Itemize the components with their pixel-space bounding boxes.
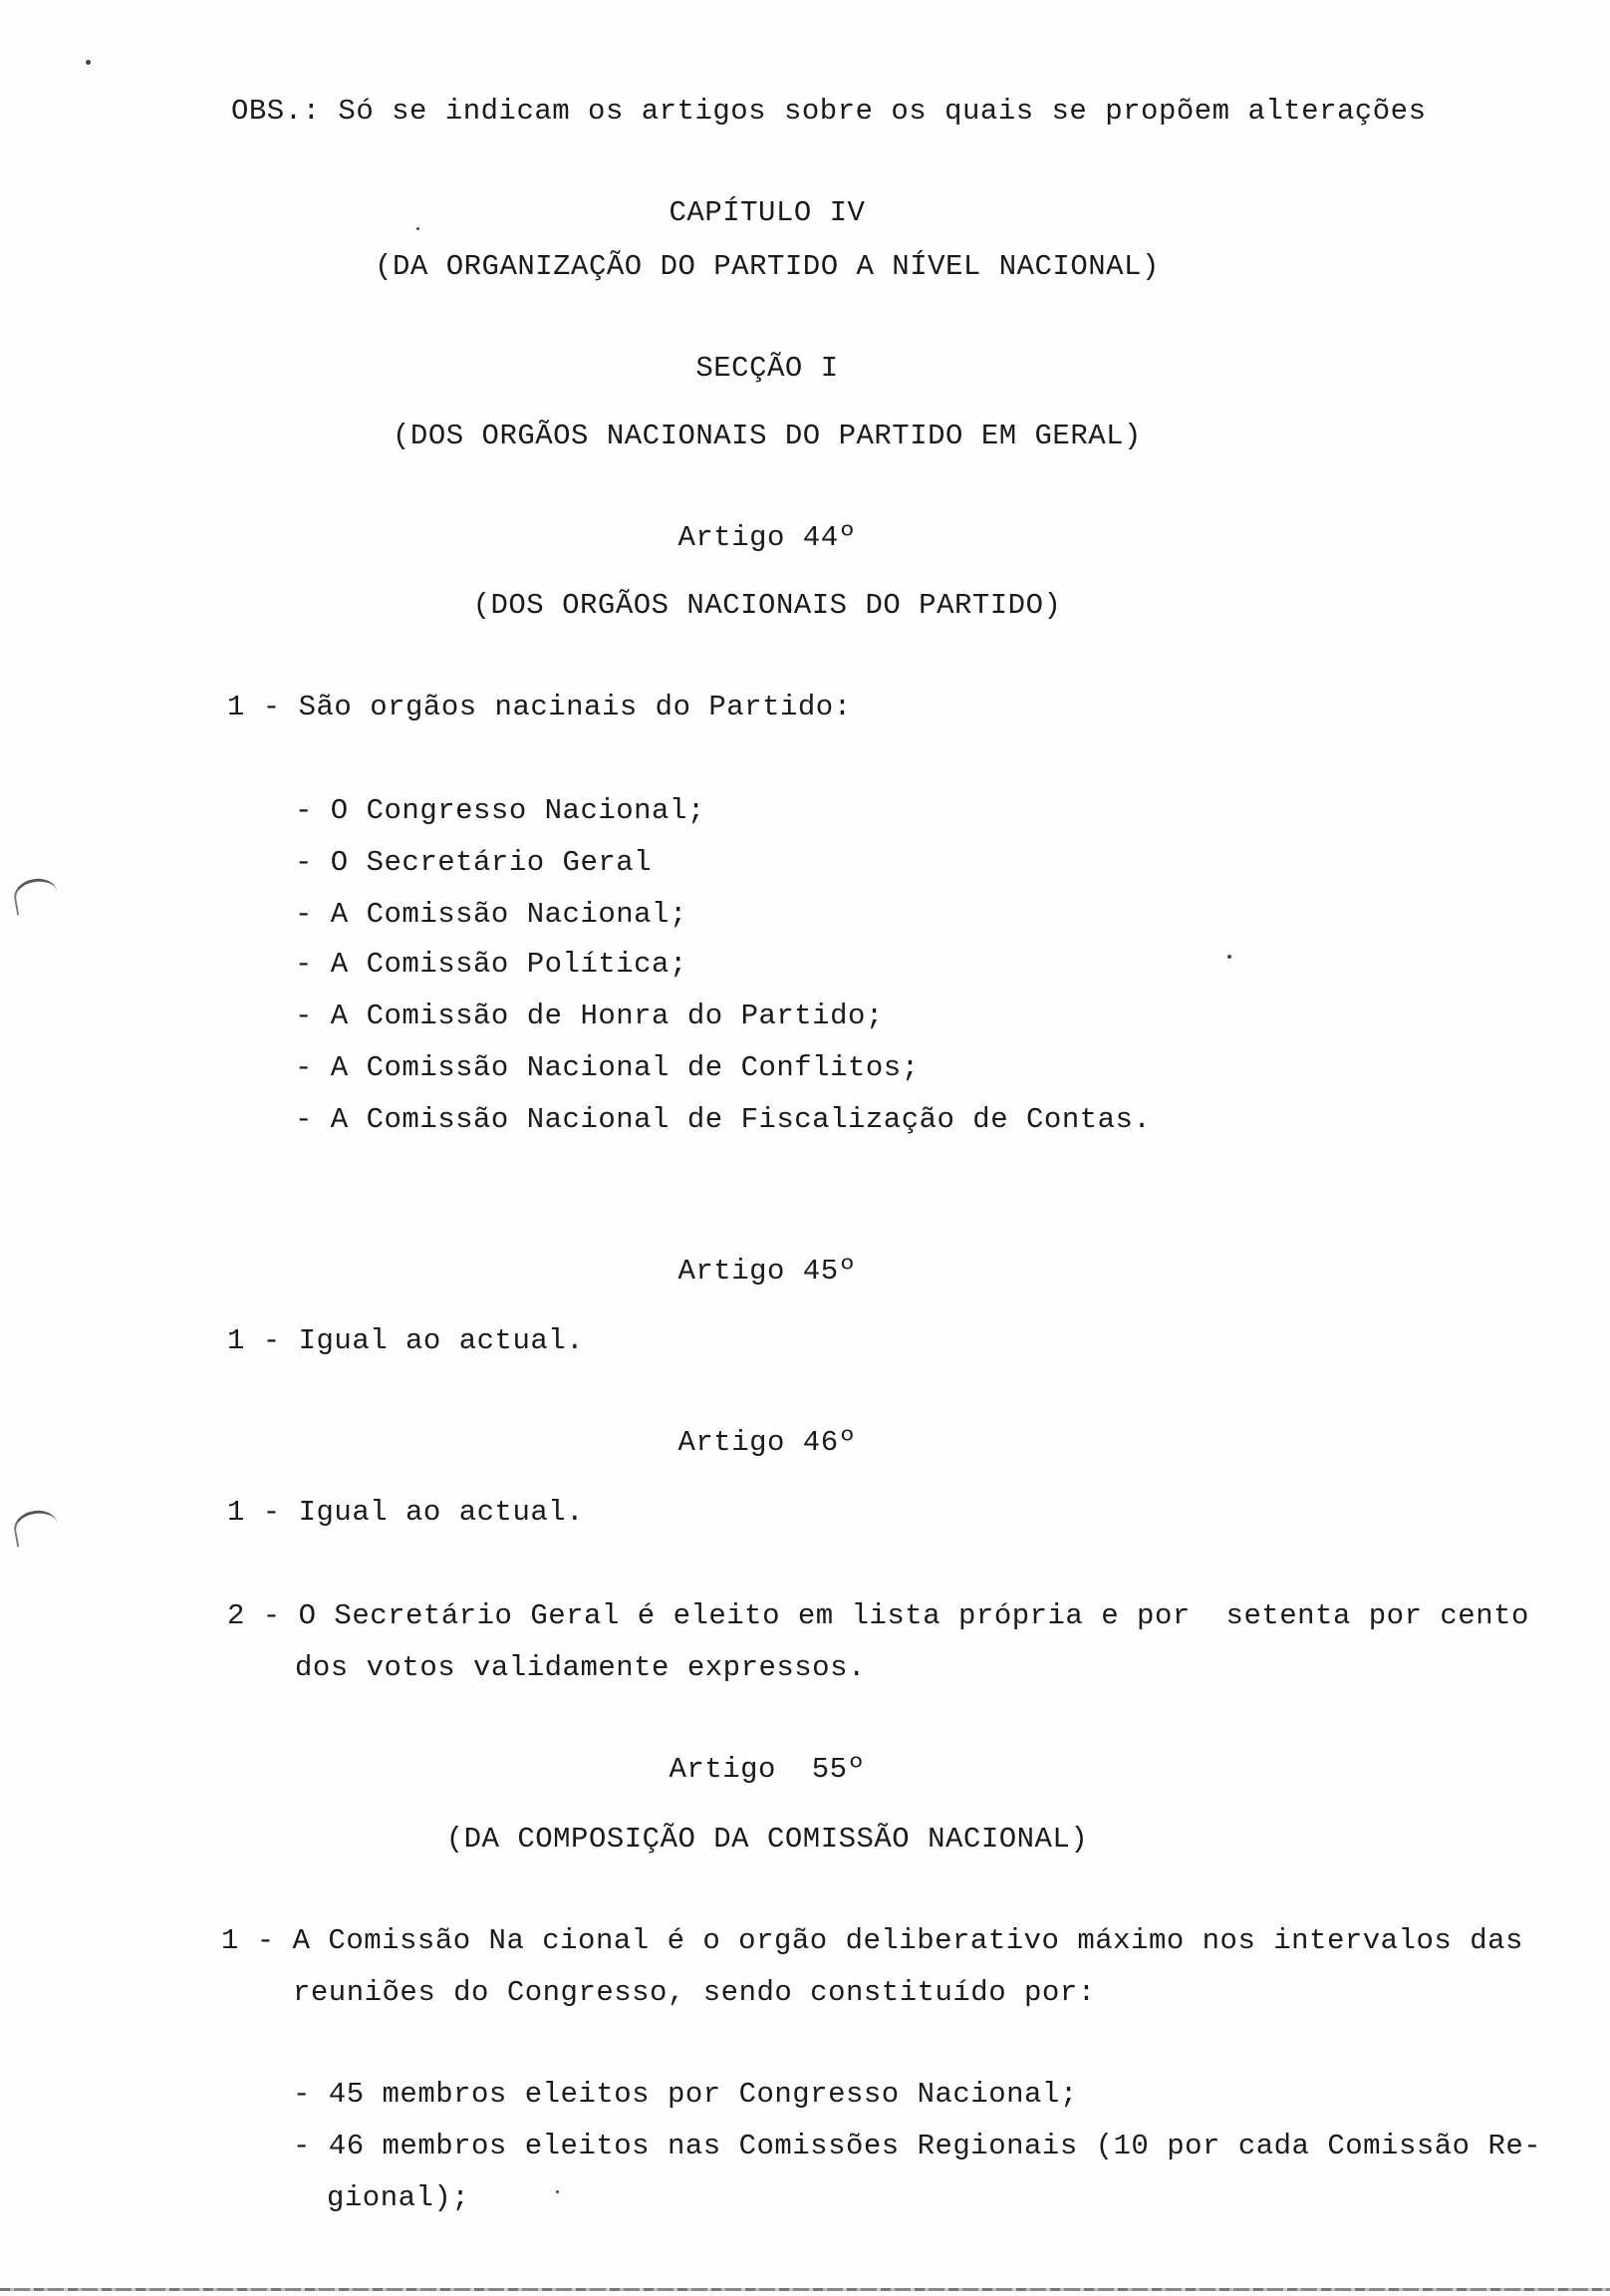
obs-note: OBS.: Só se indicam os artigos sobre os quais se propõem alterações: [231, 95, 1427, 128]
scan-speck: [86, 60, 91, 65]
article-46-paragraph-2: 2 - O Secretário Geral é eleito em lista própria e por setenta por cento: [227, 1599, 1529, 1632]
scan-speck: [1227, 955, 1231, 959]
list-item: - A Comissão Política;: [295, 948, 687, 981]
article-44-title: Artigo 44º: [677, 521, 857, 554]
list-item: - O Secretário Geral: [295, 846, 653, 879]
scan-speck: [556, 2190, 559, 2193]
article-55-item-1: - 45 membros eleitos por Congresso Nacional;: [293, 2078, 1078, 2111]
punch-hole-mark: [11, 875, 60, 915]
article-44-paragraph-1: 1 - São orgãos nacinais do Partido:: [227, 691, 852, 723]
punch-hole-mark: [11, 1507, 60, 1547]
list-item: - O Congresso Nacional;: [295, 794, 705, 827]
article-45-paragraph-1: 1 - Igual ao actual.: [227, 1324, 585, 1357]
scan-speck: [416, 227, 419, 230]
chapter-title: CAPÍTULO IV: [669, 196, 866, 229]
article-45-title: Artigo 45º: [677, 1255, 857, 1288]
article-46-paragraph-2-continued: dos votos validamente expressos.: [295, 1651, 866, 1684]
list-item: - A Comissão de Honra do Partido;: [295, 1000, 884, 1032]
section-title: SECÇÃO I: [695, 352, 839, 385]
article-46-paragraph-1: 1 - Igual ao actual.: [227, 1496, 585, 1529]
list-item: - A Comissão Nacional de Conflitos;: [295, 1051, 920, 1084]
list-item: - A Comissão Nacional de Fiscalização de Contas.: [295, 1103, 1152, 1136]
list-item: - A Comissão Nacional;: [295, 898, 687, 931]
article-55-item-2-continued: gional);: [327, 2181, 470, 2214]
article-46-title: Artigo 46º: [677, 1426, 857, 1459]
article-55-paragraph-1: 1 - A Comissão Na cional é o orgão deliberativo máximo nos intervalos das: [221, 1924, 1523, 1957]
article-55-title: Artigo 55º: [669, 1753, 866, 1786]
article-55-item-2: - 46 membros eleitos nas Comissões Regionais (10 por cada Comissão Re-: [293, 2130, 1542, 2162]
section-subtitle: (DOS ORGÃOS NACIONAIS DO PARTIDO EM GERAL): [393, 420, 1142, 452]
article-44-subtitle: (DOS ORGÃOS NACIONAIS DO PARTIDO): [472, 589, 1062, 622]
page-bottom-edge: [0, 2288, 1610, 2291]
chapter-subtitle: (DA ORGANIZAÇÃO DO PARTIDO A NÍVEL NACIONAL): [375, 250, 1160, 283]
article-55-subtitle: (DA COMPOSIÇÃO DA COMISSÃO NACIONAL): [445, 1823, 1089, 1856]
article-55-paragraph-1-continued: reuniões do Congresso, sendo constituído por:: [293, 1976, 1096, 2009]
